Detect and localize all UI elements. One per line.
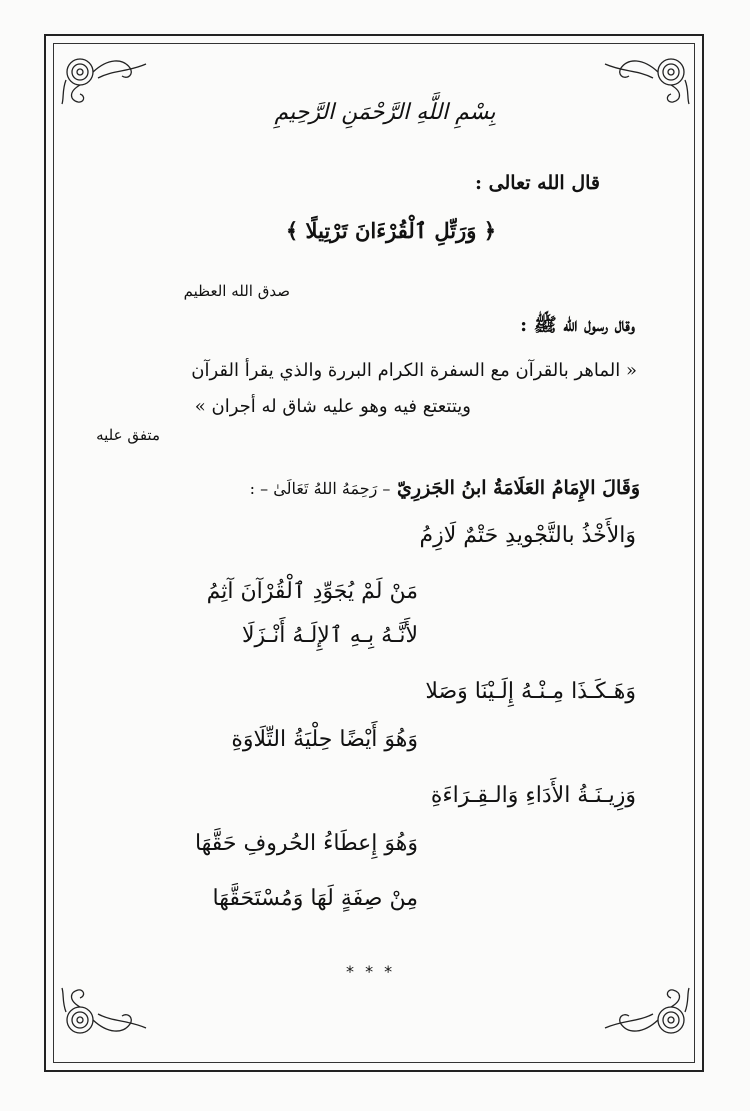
hadith-line-1: « الماهر بالقرآن مع السفرة الكرام البررة والذي يقرأ القرآن — [191, 360, 637, 381]
basmala: بِسْمِ اللَّهِ الرَّحْمَنِ الرَّحِيمِ — [274, 100, 496, 125]
heading-qal-rasul: وقال رسول الله ﷺ : — [520, 314, 635, 336]
muttafaq-alayh-note: متفق عليه — [96, 426, 160, 444]
corner-ornament-icon — [58, 50, 153, 105]
heading-imam-name: وَقَالَ الإِمَامُ العَلَامَةُ ابنُ الجَزرِيّ — [397, 477, 640, 499]
hadith-line-2: ويتتعتع فيه وهو عليه شاق له أجران » — [194, 396, 471, 417]
poem-line: مَنْ لَمْ يُجَوِّدِ ٱلْقُرْآنَ آثِمُ — [206, 579, 418, 604]
poem-line: وَالأَخْذُ بالتَّجْويدِ حَتْمٌ لَازِمُ — [419, 523, 636, 548]
poem-line: وَهُوَ أَيْضًا حِلْيَةُ التِّلَاوَةِ — [231, 727, 418, 752]
sadaq-allah-note: صدق الله العظيم — [183, 282, 290, 300]
poem-line: لأَنَّـهُ بِـهِ ٱلإِلَـهُ أَنْـزَلَا — [242, 623, 418, 648]
quran-verse: ﴿ وَرَتِّلِ ٱلْقُرْءَانَ تَرْتِيلًا ﴾ — [285, 218, 496, 243]
poem-line: وَهُوَ إِعطَاءُ الحُروفِ حَقَّهَا — [194, 831, 418, 856]
corner-ornament-icon — [598, 50, 693, 105]
corner-ornament-icon — [58, 987, 153, 1042]
poem-line: وَزِيـنَـةُ الأَدَاءِ وَالـقِـرَاءَةِ — [430, 783, 636, 808]
corner-ornament-icon — [598, 987, 693, 1042]
poem-line: مِنْ صِفَةٍ لَهَا وَمُسْتَحَقَّهَا — [212, 886, 418, 911]
heading-qal-allah: قال الله تعالى : — [475, 172, 600, 194]
heading-imam-suffix: – رَحِمَهُ اللهُ تَعَالَىٰ – : — [249, 479, 391, 498]
poem-line: وَهَـكَـذَا مِـنْـهُ إِلَـيْنَا وَصَلا — [425, 679, 636, 704]
end-mark: * * * — [346, 962, 396, 981]
heading-imam-jazari — [250, 477, 640, 499]
